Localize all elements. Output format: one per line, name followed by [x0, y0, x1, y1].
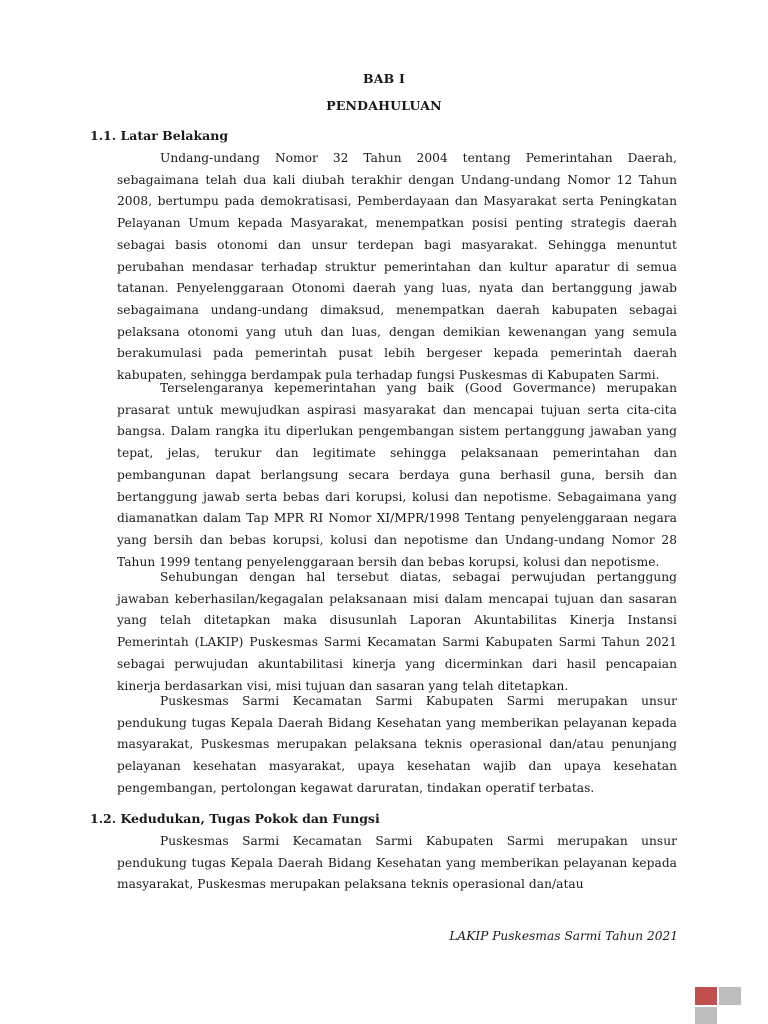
paragraph: Undang-undang Nomor 32 Tahun 2004 tentang Pemerintahan Daerah, sebagaimana telah dua kali diubah terakhir dengan Undang-undang Nomor 12 Tahun 2008, bertumpu pada demokratisasi, Pemberdayaan dan Masyarakat serta Peningkatan Pelayanan Umum kepada Masyarakat, menempatkan posisi penting strategis daerah sebagai basis otonomi dan unsur terdepan bagi masyarakat. Sehingga menuntut perubahan mendasar terhadap struktur pemerintahan dan kultur aparatur di semua tatanan. Penyelenggaraan Otonomi daerah yang luas, nyata dan bertanggung jawab sebagaimana undang-undang dimaksud, menempatkan daerah kabupaten sebagai pelaksana otonomi yang utuh dan luas, dengan demikian kewenangan yang semula berakumulasi pada pemerintah pusat lebih bergeser kepada pemerintah daerah kabupaten, sehingga berdampak pula terhadap fungsi Puskesmas di Kabupaten Sarmi. [117, 151, 677, 383]
nav-square[interactable] [695, 1007, 717, 1024]
nav-square-active[interactable] [695, 987, 717, 1005]
chapter-number: BAB I [362, 71, 406, 86]
nav-square[interactable] [719, 987, 741, 1005]
paragraph: Sehubungan dengan hal tersebut diatas, sebagai perwujudan pertanggung jawaban keberhasilan/kegagalan pelaksanaan misi dalam mencapai tujuan dan sasaran yang telah ditetapkan maka disusunlah Laporan Akuntabilitas Kinerja Instansi Pemerintah (LAKIP) Puskesmas Sarmi Kecamatan Sarmi Kabupaten Sarmi Tahun 2021 sebagai perwujudan akuntabilitasi kinerja yang dicerminkan dari hasil pencapaian kinerja berdasarkan visi, misi tujuan dan sasaran yang telah ditetapkan. [117, 570, 677, 693]
paragraph: Puskesmas Sarmi Kecamatan Sarmi Kabupaten Sarmi merupakan unsur pendukung tugas Kepala Daerah Bidang Kesehatan yang memberikan pelayanan kepada masyarakat, Puskesmas merupakan pelaksana teknis operasional dan/atau penunjang pelayanan kesehatan masyarakat, upaya kesehatan wajib dan upaya kesehatan pengembangan, pertolongan kegawat daruratan, tindakan operatif terbatas. [117, 694, 677, 795]
section-heading-kedudukan: 1.2. Kedudukan, Tugas Pokok dan Fungsi [90, 811, 380, 826]
chapter-title: PENDAHULUAN [326, 98, 442, 113]
paragraph: Terselengaranya kepemerintahan yang baik (Good Govermance) merupakan prasarat untuk mewujudkan aspirasi masyarakat dan mencapai tujuan serta cita-cita bangsa. Dalam rangka itu diperlukan pengembangan sistem pertanggung jawaban yang tepat, jelas, terukur dan legitimate sehingga pelaksanaan pemerintahan dan pembangunan dapat berlangsung secara berdaya guna berhasil guna, bersih dan bertanggung jawab serta bebas dari korupsi, kolusi dan nepotisme. Sebagaimana yang diamanatkan dalam Tap MPR RI Nomor XI/MPR/1998 Tentang penyelenggaraan negara yang bersih dan bebas korupsi, kolusi dan nepotisme dan Undang-undang Nomor 28 Tahun 1999 tentang penyelenggaraan bersih dan bebas korupsi, kolusi dan nepotisme. [117, 381, 677, 569]
page-footer: LAKIP Puskesmas Sarmi Tahun 2021 [449, 929, 678, 943]
section-heading-latar-belakang: 1.1. Latar Belakang [90, 128, 229, 143]
paragraph: Puskesmas Sarmi Kecamatan Sarmi Kabupaten Sarmi merupakan unsur pendukung tugas Kepala Daerah Bidang Kesehatan yang memberikan pelayanan kepada masyarakat, Puskesmas merupakan pelaksana teknis operasional dan/atau [117, 834, 677, 892]
